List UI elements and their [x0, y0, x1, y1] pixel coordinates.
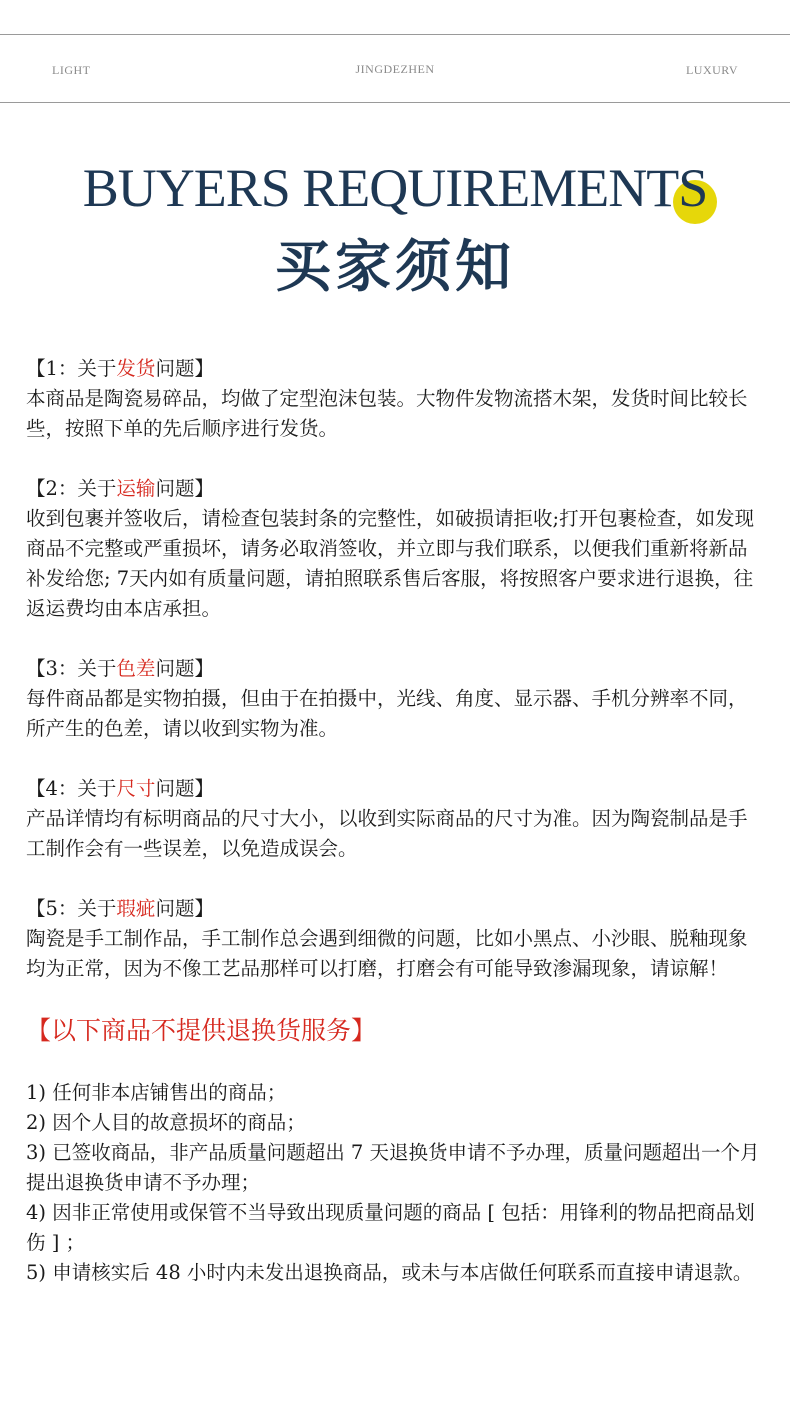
header-right-label: LUXURV [685, 63, 738, 77]
heading-prefix: 【5：关于 [26, 897, 117, 920]
heading-keyword: 运输 [116, 477, 156, 500]
section-body: 陶瓷是手工制作品，手工制作总会遇到细微的问题，比如小黑点、小沙眼、脱釉现象均为正常，因为不像工艺品那样可以打磨，打磨会有可能导致渗漏现象，请谅解！ [26, 927, 748, 980]
heading-keyword: 瑕疵 [116, 897, 156, 920]
top-divider [0, 34, 790, 35]
section-heading [26, 774, 766, 804]
section-heading [26, 654, 766, 684]
heading-suffix: 问题】 [155, 777, 214, 800]
heading-prefix: 【4：关于 [26, 777, 117, 800]
section-heading [26, 474, 766, 504]
notice-content [26, 354, 766, 1288]
list-item: 4) 因非正常使用或保管不当导致出现质量问题的商品 [ 包括：用锋利的物品把商品划伤 ] ； [26, 1201, 755, 1254]
section-body: 本商品是陶瓷易碎品，均做了定型泡沫包装。大物件发物流搭木架，发货时间比较长些，按照下单的先后顺序进行发货。 [26, 387, 748, 440]
list-item: 2) 因个人目的故意损坏的商品； [26, 1111, 306, 1134]
heading-prefix: 【3：关于 [26, 657, 117, 680]
heading-suffix: 问题】 [155, 357, 214, 380]
heading-prefix: 【2：关于 [26, 477, 117, 500]
title-chinese: 买家须知 [275, 234, 515, 300]
section-color [26, 654, 766, 744]
section-body: 每件商品都是实物拍摄，但由于在拍摄中，光线、角度、显示器、手机分辨率不同，所产生的色差，请以收到实物为准。 [26, 687, 748, 740]
section-heading [26, 354, 766, 384]
no-return-notice: 【以下商品不提供退换货服务】 [26, 1016, 377, 1045]
heading-keyword: 发货 [116, 357, 156, 380]
header-left-label: LIGHT [52, 63, 91, 77]
list-item: 5) 申请核实后 48 小时内未发出退换商品，或未与本店做任何联系而直接申请退款。 [26, 1261, 753, 1284]
heading-keyword: 尺寸 [116, 777, 156, 800]
section-defects [26, 894, 766, 984]
heading-suffix: 问题】 [155, 657, 214, 680]
list-item: 3) 已签收商品，非产品质量问题超出 7 天退换货申请不予办理，质量问题超出一个月提出退换货申请不予办理； [26, 1141, 760, 1194]
header-divider [0, 102, 790, 103]
heading-prefix: 【1：关于 [26, 357, 117, 380]
heading-suffix: 问题】 [155, 477, 214, 500]
heading-suffix: 问题】 [155, 897, 214, 920]
heading-keyword: 色差 [116, 657, 156, 680]
title-english: BUYERS REQUIREMENTS [82, 158, 708, 218]
section-shipping [26, 354, 766, 444]
section-body: 收到包裹并签收后，请检查包装封条的完整性，如破损请拒收;打开包裹检查，如发现商品不完整或严重损坏，请务必取消签收，并立即与我们联系，以便我们重新将新品补发给您; 7天内如有质量问题，请拍照联系售后客服，将按照客户要求进行退换，往返运费均由本店承担。 [26, 507, 755, 620]
list-item: 1) 任何非本店铺售出的商品； [26, 1081, 287, 1104]
section-size [26, 774, 766, 864]
exclusion-list [26, 1078, 766, 1288]
header-center-label: JINGDEZHEN [355, 62, 435, 76]
section-body: 产品详情均有标明商品的尺寸大小，以收到实际商品的尺寸为准。因为陶瓷制品是手工制作会有一些误差，以免造成误会。 [26, 807, 748, 860]
section-transport [26, 474, 766, 624]
section-heading [26, 894, 766, 924]
